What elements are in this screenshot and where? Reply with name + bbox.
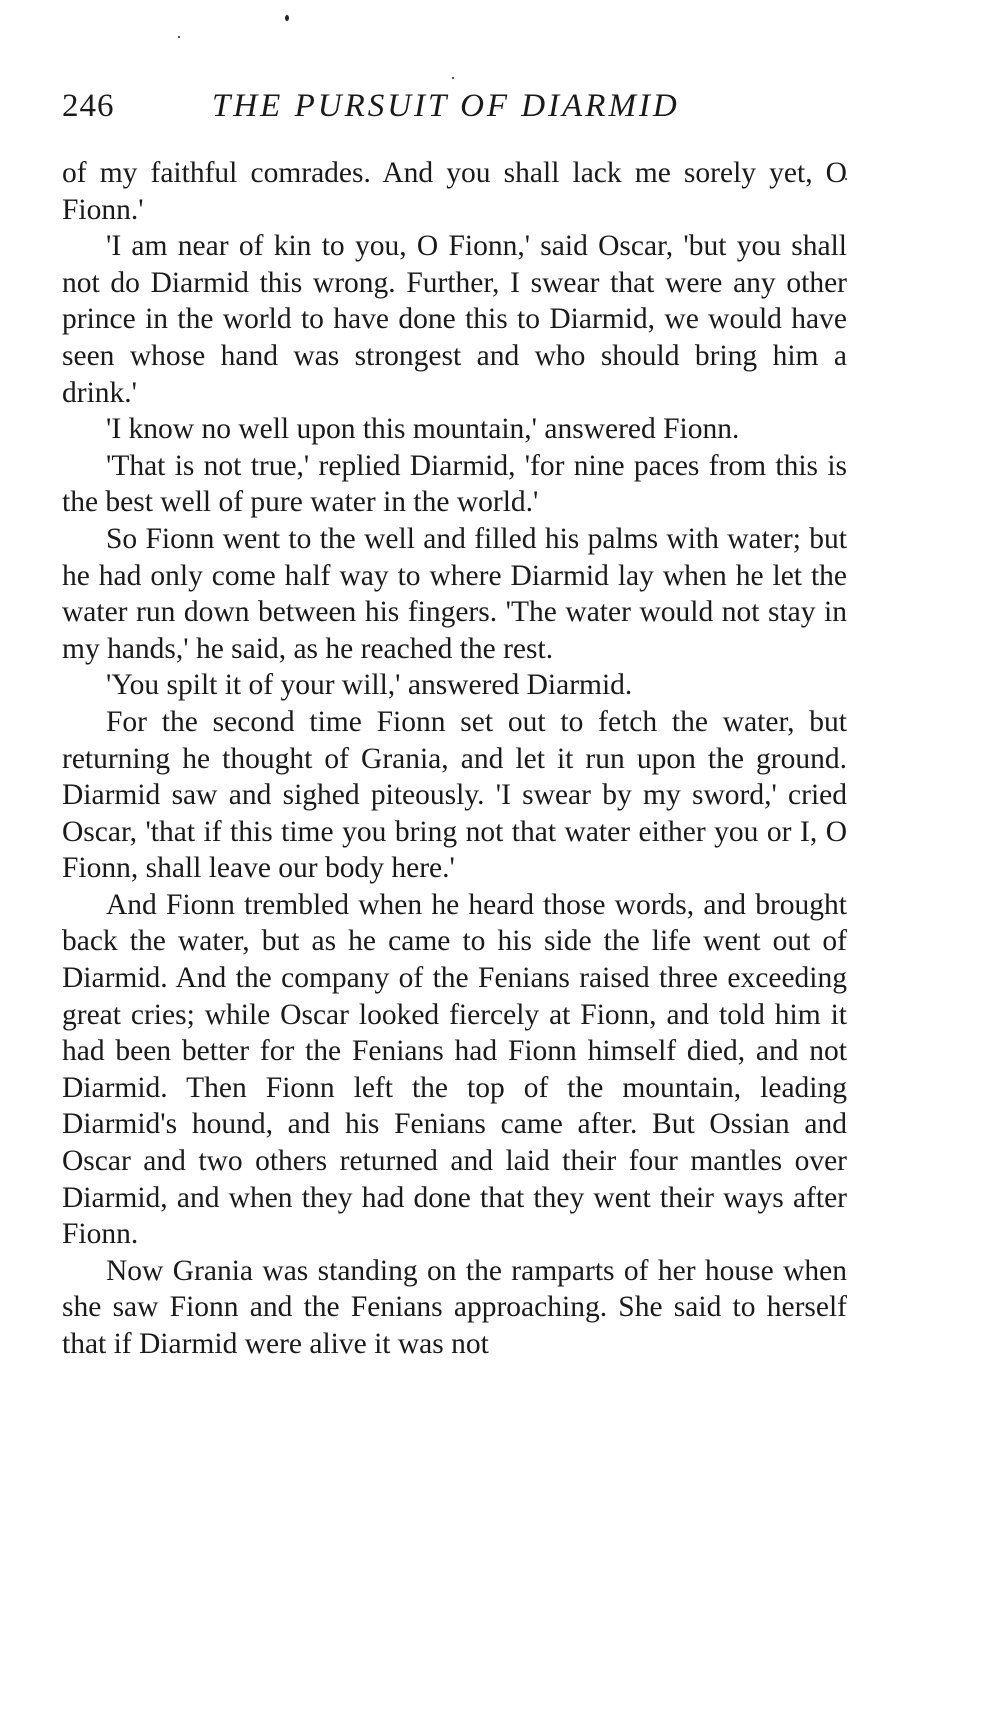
paragraph: Now Grania was standing on the ramparts of her house when she saw Fionn and the Fenians approaching. She said to herself that if Diarmid were alive it was not bbox=[62, 1254, 847, 1360]
paragraph: So Fionn went to the well and filled his palms with water; but he had only come half way to where Diarmid lay when he let the water run down between his fingers. 'The water would not stay in my hands,' he said, as he reached the rest. bbox=[62, 522, 847, 665]
body-text bbox=[62, 155, 847, 1363]
paragraph: For the second time Fionn set out to fetch the water, but returning he thought of Grania, and let it run upon the ground. Diarmid saw and sighed piteously. 'I swear by my sword,' cried Oscar, 'that if this time you bring not that water either you or I, O Fionn, shall leave our body here.' bbox=[62, 705, 847, 885]
paragraph: 'I know no well upon this mountain,' answered Fionn. bbox=[106, 413, 740, 446]
paragraph: 'That is not true,' replied Diarmid, 'for nine paces from this is the best well of pure water in the world.' bbox=[62, 449, 847, 519]
page-number: 246 bbox=[62, 88, 115, 124]
print-speck bbox=[452, 77, 454, 79]
print-speck bbox=[285, 15, 289, 21]
paragraph: And Fionn trembled when he heard those words, and brought back the water, but as he came to his side the life went out of Diarmid. And the company of the Fenians raised three exceeding great cries; while Oscar looked fiercely at Fionn, and told him it had been better for the Fenians had Fionn himself died, and not Diarmid. Then Fionn left the top of the mountain, leading Diarmid's hound, and his Fenians came after. But Ossian and Oscar and two others returned and laid their four mantles over Diarmid, and when they had done that they went their ways after Fionn. bbox=[62, 888, 847, 1251]
paragraph: of my faithful comrades. And you shall lack me sorely yet, O Fionn.' bbox=[62, 157, 847, 226]
running-title: THE PURSUIT OF DIARMID bbox=[212, 88, 680, 124]
paragraph: 'You spilt it of your will,' answered Diarmid. bbox=[106, 669, 633, 702]
page-header bbox=[62, 88, 852, 132]
print-speck bbox=[178, 36, 180, 38]
paragraph: 'I am near of kin to you, O Fionn,' said Oscar, 'but you shall not do Diarmid this wrong. Further, I swear that were any other prince in the world to have done this to Diarmid, we would have seen whose hand was strongest and who should bring him a drink.' bbox=[62, 230, 847, 409]
